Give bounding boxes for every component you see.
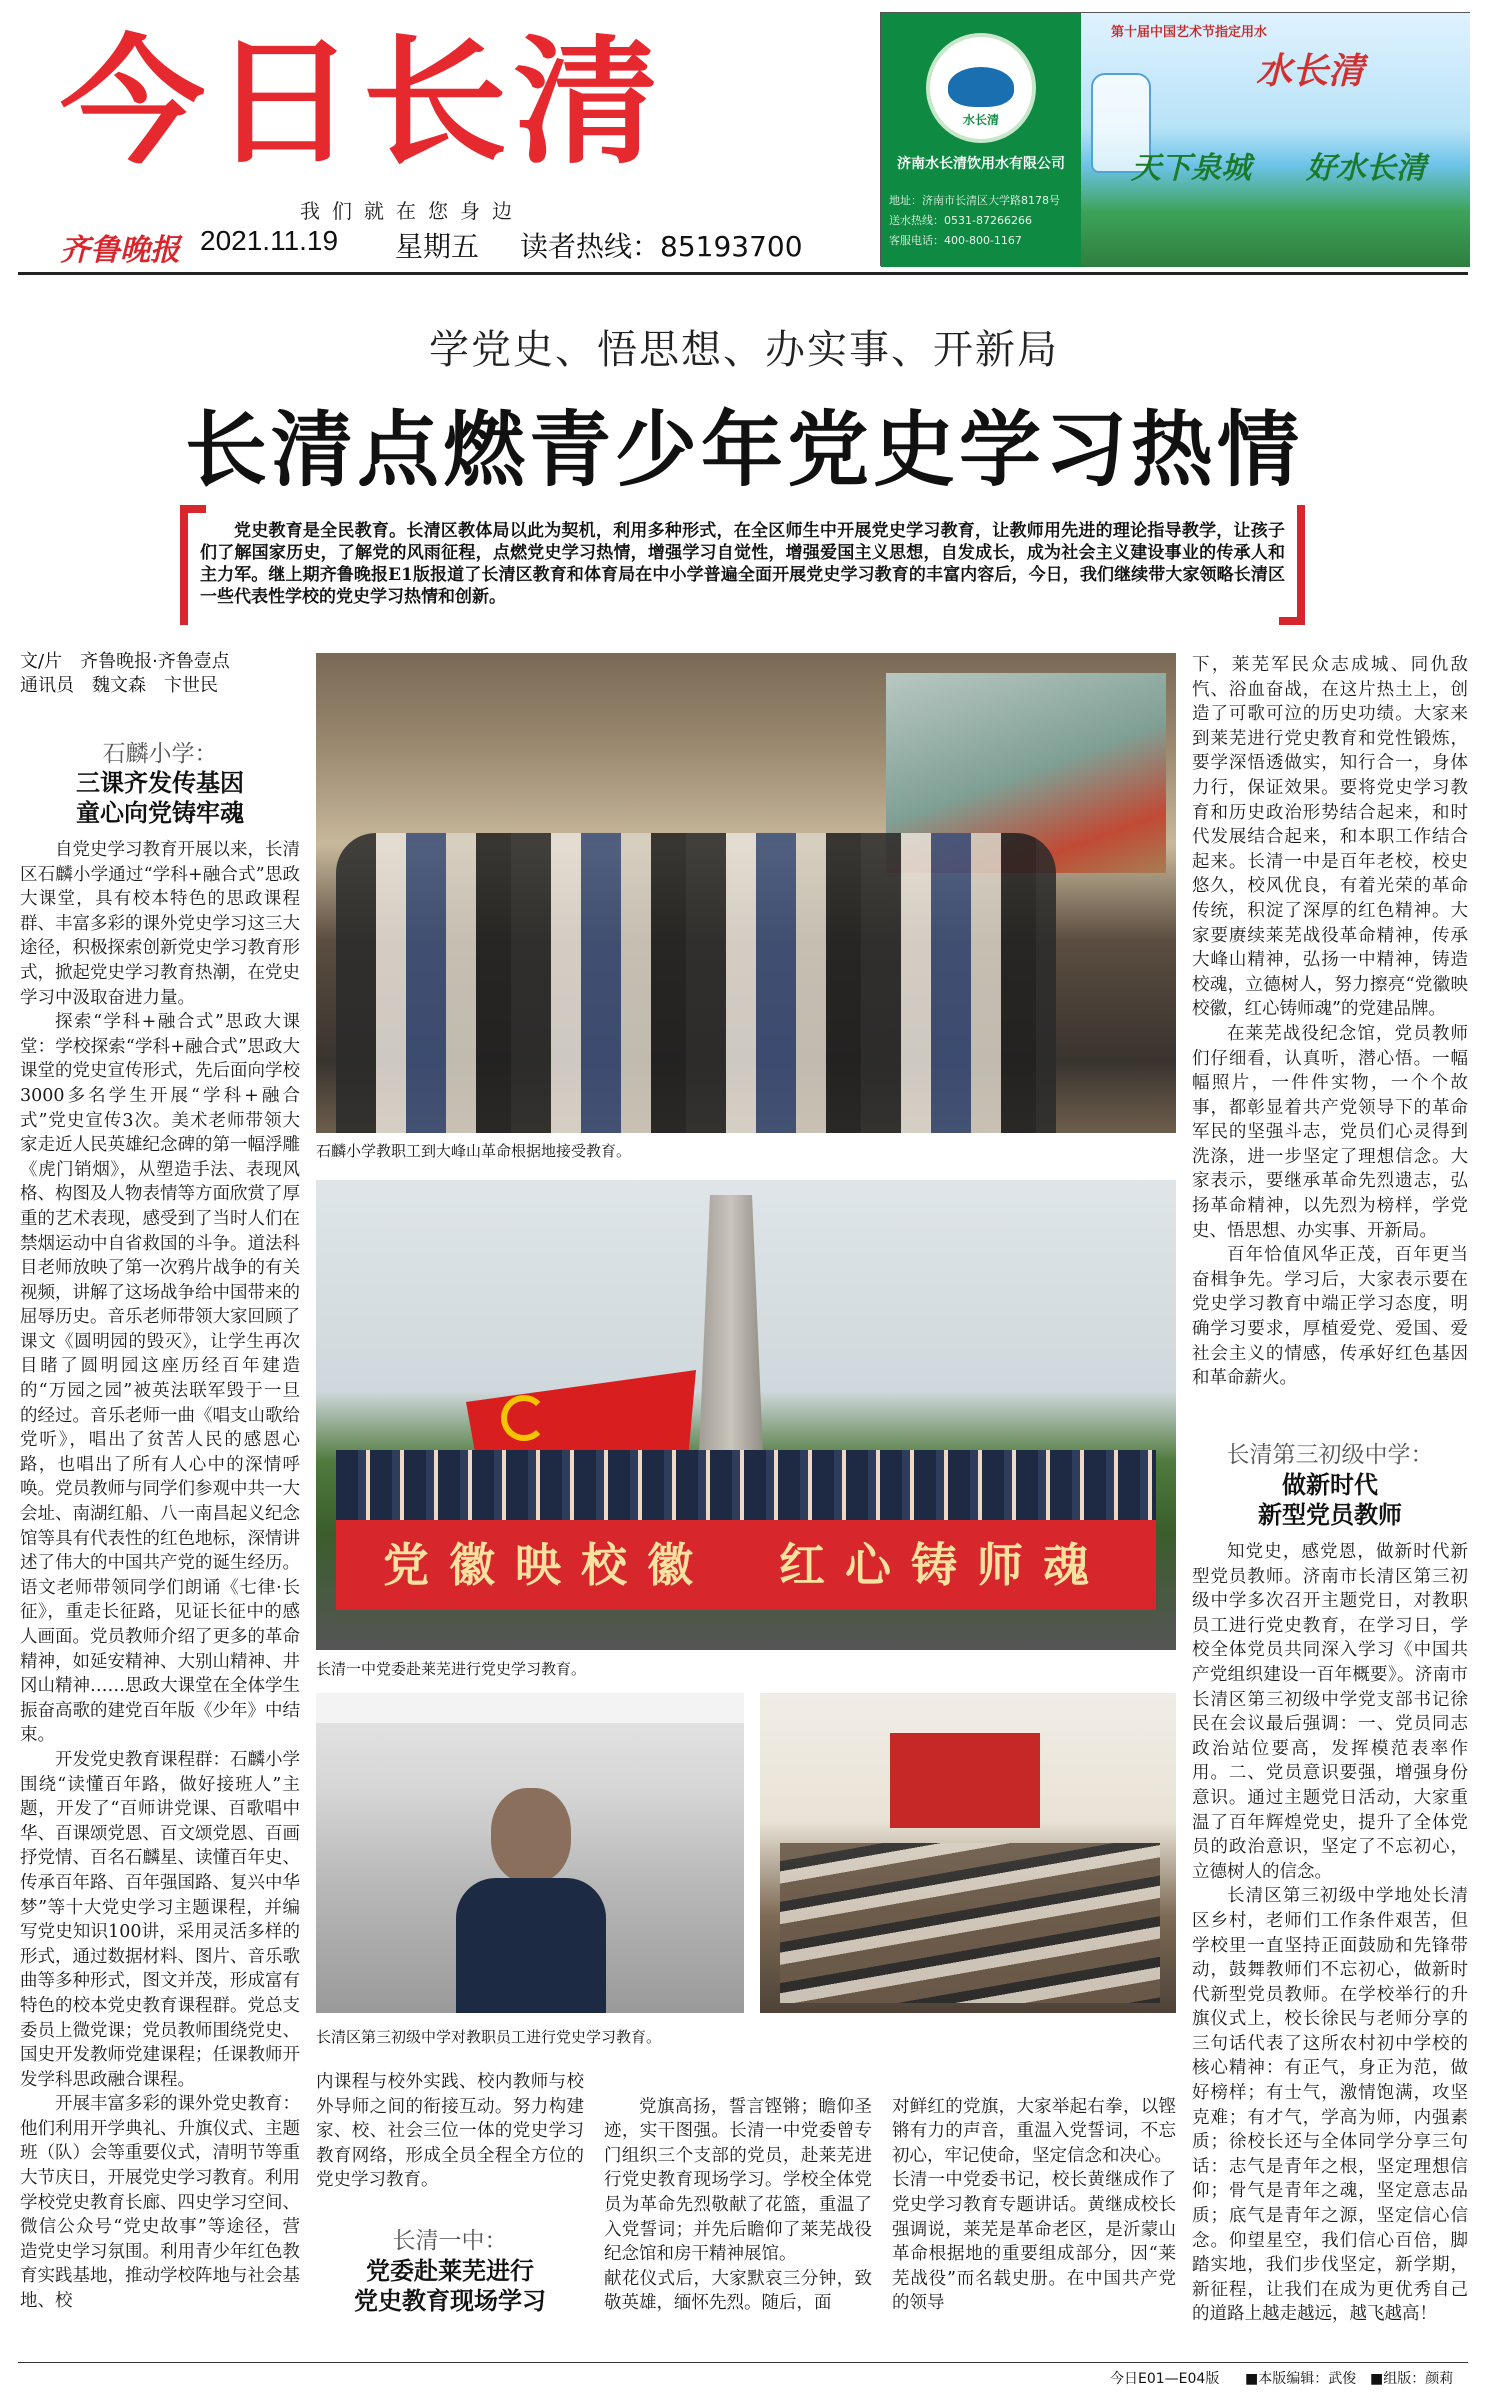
section-title-sanzhong bbox=[1192, 1470, 1468, 1530]
paragraph: 长清区第三初级中学地处长清区乡村，老师们工作条件艰苦，但学校里一直坚持正面鼓励和先锋带动，鼓舞教师们不忘初心，做新时代新型党员教师。在学校举行的升旗仪式上，校长徐民与老师分享的三句话代表了这所农村初中学校的核心精神：有正气，身正为范，做好榜样；有士气，激情饱满，攻坚克难；有才气，学高为师，内强素质；徐校长还与全体同学分享三句话：志气是青年之根，坚定理想信仰；骨气是青年之魂，坚定意志品质；底气是青年之源，坚定信心信念。仰望星空，我们信心百倍，脚踏实地，我们步伐坚定，新学期，新征程，让我们在成为更优秀自己的道路上越走越远，越飞越高！ bbox=[1192, 1886, 1468, 2325]
section-title-yizhong bbox=[316, 2256, 584, 2316]
paragraph: 开展丰富多彩的课外党史教育：他们利用开学典礼、升旗仪式、主题班（队）会等重要仪式，清明节等重大节庆日，开展党史学习教育。利用学校党史教育长廊、四史学习空间、微信公众号“党史故事”等途径，营造党史学习氛围。利用青少年红色教育实践基地，推动学校阵地与社会基地、校 bbox=[20, 2094, 300, 2312]
ad-tagline-2: 好水长清 bbox=[1306, 151, 1426, 186]
ad-festival-text: 第十届中国艺术节指定用水 bbox=[1111, 25, 1268, 40]
photo-caption: 长清区第三初级中学对教职员工进行党史学习教育。 bbox=[316, 2028, 662, 2046]
paragraph: 在莱芜战役纪念馆，党员教师们仔细看，认真听，潜心悟。一幅幅照片，一件件实物，一个个故事，都彰显着共产党领导下的革命军民的坚强斗志，党员们心灵得到洗涤，进一步坚定了理想信念。大家表示，要继承革命先烈遗志，弘扬革命精神，以先烈为榜样，学党史、悟思想、办实事、开新局。 bbox=[1192, 1023, 1468, 1241]
header-divider bbox=[18, 272, 1468, 275]
article-headline: 长清点燃青少年党史学习热情 bbox=[184, 403, 1303, 498]
section-school-shilin: 石麟小学： bbox=[102, 741, 218, 767]
photo-laiwu-monument bbox=[316, 1180, 1176, 1650]
ad-delivery-hotline: 送水热线：0531-87266266 bbox=[889, 214, 1032, 227]
paper-name: 齐鲁晚报 bbox=[60, 233, 180, 268]
ad-address: 地址：济南市长清区大学路8178号 bbox=[889, 194, 1060, 207]
ad-company-panel bbox=[881, 13, 1081, 267]
hammer-sickle-icon bbox=[501, 1395, 547, 1441]
section-title-line: 新型党员教师 bbox=[1258, 1500, 1402, 1529]
byline bbox=[20, 650, 230, 698]
section-title-line: 党委赴莱芜进行 bbox=[366, 2256, 534, 2285]
photo-caption: 石麟小学教职工到大峰山革命根据地接受教育。 bbox=[316, 1142, 632, 1160]
section-title-line: 做新时代 bbox=[1282, 1470, 1378, 1499]
lead-frame-corner bbox=[180, 505, 188, 625]
column-mid-c bbox=[892, 2070, 1176, 2360]
article-kicker: 学党史、悟思想、办实事、开新局 bbox=[429, 327, 1059, 373]
ad-contact-info bbox=[889, 191, 1060, 251]
meeting-attendees bbox=[780, 1843, 1160, 2003]
reader-hotline: 读者热线：85193700 bbox=[520, 230, 803, 263]
paragraph: 党旗高扬，誓言铿锵；瞻仰圣迹，实干图强。长清一中党委曾专门组织三个支部的党员，赴莱芜进行党史教育现场学习。学校全体党员为革命先烈敬献了花篮，重温了入党誓词；并先后瞻仰了莱芜战役纪念馆和房干精神展馆。 献花仪式后，大家默哀三分钟，致敬英雄，缅怀先烈。随后，面 bbox=[604, 2096, 872, 2314]
section-title-line: 三课齐发传基因 bbox=[76, 768, 244, 797]
column-mid-b bbox=[604, 2070, 872, 2360]
ad-brand-name: 水长清 bbox=[1256, 50, 1365, 92]
video-frame-bar bbox=[316, 1693, 744, 1723]
article-lead: 党史教育是全民教育。长清区教体局以此为契机，利用多种形式，在全区师生中开展党史学习教育，让教师用先进的理论指导教学，让孩子们了解国家历史，了解党的风雨征程，点燃党史学习热情，增强学习自觉性，增强爱国主义思想，自发成长，成为社会主义建设事业的传承人和主力军。继上期齐鲁晚报E1版报道了长清区教育和体育局在中小学普遍全面开展党史学习教育的丰富内容后，今日，我们继续带大家领略长清区一些代表性学校的党史学习热情和创新。 bbox=[200, 521, 1285, 607]
photo-dafengshan-visit bbox=[316, 653, 1176, 1133]
column-mid-a bbox=[316, 2070, 584, 2193]
column-right-upper bbox=[1192, 653, 1468, 1391]
section-title-line: 童心向党铸牢魂 bbox=[76, 798, 244, 827]
ad-tagline-1: 天下泉城 bbox=[1131, 151, 1251, 186]
byline-correspondents: 通讯员 魏文森 卞世民 bbox=[20, 675, 218, 696]
speaker-person bbox=[456, 1788, 606, 2013]
issue-date: 2021.11.19 bbox=[200, 225, 339, 256]
section-school-sanzhong: 长清第三初级中学： bbox=[1226, 1442, 1434, 1468]
newspaper-logo: 今日长清 bbox=[60, 22, 665, 183]
red-banner: 党徽映校徽 红心铸师魂 bbox=[336, 1520, 1156, 1610]
section-title-line: 党史教育现场学习 bbox=[354, 2286, 546, 2315]
paragraph: 自党史学习教育开展以来，长清区石麟小学通过“学科+融合式”思政大课堂，具有校本特色的思政课程群、丰富多彩的课外党史学习这三大途径，积极探索创新党史学习教育形式，掀起党史学习教育热潮，在党史学习中汲取奋进力量。 bbox=[20, 840, 300, 1008]
speaker-head bbox=[491, 1788, 571, 1883]
paragraph: 百年恰值风华正茂，百年更当奋楫争先。学习后，大家表示要在党史学习教育中端正学习态度，明确学习要求，厚植爱党、爱国、爱社会主义的情感，传承好红色基因和革命薪火。 bbox=[1192, 1245, 1468, 1389]
footer-divider bbox=[18, 2362, 1468, 2363]
section-title-shilin bbox=[20, 768, 300, 828]
paragraph: 知党史，感党恩，做新时代新型党员教师。济南市长清区第三初级中学多次召开主题党日，对教职员工进行党史教育，在学习日，学校全体党员共同深入学习《中国共产党组织建设一百年概要》。济南市长清区第三初级中学党支部书记徐民在会议最后强调：一、党员同志政治站位要高，发挥模范表率作用。二、党员意识要强，增强身份意识。通过主题党日活动，大家重温了百年辉煌党史，提升了全体党员的政治意识，坚定了不忘初心，立德树人的信念。 bbox=[1192, 1542, 1468, 1882]
water-drop-logo-icon bbox=[926, 33, 1036, 143]
paragraph: 下，莱芜军民众志成城、同仇敌忾、浴血奋战，在这片热土上，创造了可歌可泣的历史功绩。大家来到莱芜进行党史教育和党性锻炼，要学深悟透做实，知行合一，身体力行，保证效果。要将党史学习教育和历史政治形势结合起来，和时代发展结合起来，和本职工作结合起来。长清一中是百年老校，校史悠久，校风优良，有着光荣的革命传统，积淀了深厚的红色精神。大家要赓续莱芜战役革命精神，传承大峰山精神，弘扬一中精神，铸造校魂，立德树人，努力擦亮“党徽映校徽，红心铸师魂”的党建品牌。 bbox=[1192, 655, 1468, 1020]
ad-logo-text: 水长清 bbox=[962, 113, 999, 127]
paragraph: 探索“学科+融合式”思政大课堂：学校探索“学科+融合式”思政大课堂的党史宣传形式，先后面向学校3000多名学生开展“学科+融合式”党史宣传3次。美术老师带领大家走近人民英雄纪念碑的第一幅浮雕《虎门销烟》，从塑造手法、表现风格、构图及人物表情等方面欣赏了厚重的艺术表现，感受到了当时人们在禁烟运动中自省救国的斗争。道法科目老师放映了第一次鸦片战争的有关视频，讲解了这场战争给中国带来的屈辱历史。音乐老师带领大家回顾了课文《圆明园的毁灭》，让学生再次目睹了圆明园这座历经百年建造的“万园之园”被英法联军毁于一旦的经过。音乐老师一曲《唱支山歌给党听》，唱出了贫苦人民的感恩心路，也唱出了所有人心中的深情呼唤。党员教师与同学们参观中共一大会址、南湖红船、八一南昌起义纪念馆等具有代表性的红色地标，深情讲述了伟大的中国共产党的诞生经历。语文老师带领同学们朗诵《七律·长征》，重走长征路，见证长征中的感人画面。党员教师介绍了更多的革命精神，如延安精神、大别山精神、井冈山精神……思政大课堂在全体学生振奋高歌的建党百年版《少年》中结束。 bbox=[20, 1012, 300, 1746]
footer-editor: ■本版编辑：武俊 bbox=[1245, 2371, 1357, 2387]
footer-layout: ■组版：颜莉 bbox=[1370, 2371, 1454, 2387]
lead-frame-corner bbox=[1297, 505, 1305, 625]
paragraph: 内课程与校外实践、校内教师与校外导师之间的衔接互动。努力构建家、校、社会三位一体的党史学习教育网络，形成全员全程全方位的党史学习教育。 bbox=[316, 2072, 584, 2191]
speaker-body bbox=[456, 1878, 606, 2013]
footer-page-range: 今日E01—E04版 bbox=[1110, 2371, 1220, 2387]
issue-weekday: 星期五 bbox=[395, 230, 480, 263]
teachers-group bbox=[336, 833, 1056, 1133]
slogan: 我们就在您身边 bbox=[300, 199, 524, 223]
photo-speaker bbox=[316, 1693, 744, 2013]
lead-frame-corner bbox=[1279, 617, 1305, 625]
section-school-yizhong: 长清一中： bbox=[392, 2228, 508, 2254]
ad-service-phone: 客服电话：400-800-1167 bbox=[889, 234, 1022, 247]
ad-company-name: 济南水长清饮用水有限公司 bbox=[897, 156, 1065, 172]
column-sanzhong-body bbox=[1192, 1540, 1468, 2355]
byline-author: 文/片 齐鲁晚报·齐鲁壹点 bbox=[20, 651, 230, 672]
red-display-screen bbox=[890, 1733, 1040, 1828]
paragraph: 对鲜红的党旗，大家举起右拳，以铿锵有力的声音，重温入党誓词，不忘初心，牢记使命，坚定信念和决心。 长清一中党委书记，校长黄继成作了党史学习教育专题讲话。黄继成校长强调说，莱芜是革命老区，是沂蒙山革命根据地的重要组成部分，因“莱芜战役”而名载史册。在中国共产党的领导 bbox=[892, 2096, 1176, 2314]
water-advertisement bbox=[880, 12, 1470, 266]
photo-caption: 长清一中党委赴莱芜进行党史学习教育。 bbox=[316, 1660, 587, 1678]
photo-meeting-room bbox=[760, 1693, 1176, 2013]
column-shilin-body bbox=[20, 838, 300, 2356]
paragraph: 开发党史教育课程群：石麟小学围绕“读懂百年路，做好接班人”主题，开发了“百师讲党课、百歌唱中华、百课颂党恩、百文颂党恩、百画抒党情、百名石麟星、读懂百年史、传承百年路、百年强国路、复兴中华梦”等十大党史学习主题课程，并编写党史知识100讲，采用灵活多样的形式，通过数据材料、图片、音乐歌曲等多种形式，图文并茂，形成富有特色的校本党史教育课程群。党总支委员上微党课；党员教师围绕党史、国史开发教师党建课程；任课教师开发学科思政融合课程。 bbox=[20, 1749, 300, 2090]
ad-scenery-panel bbox=[1081, 13, 1470, 267]
